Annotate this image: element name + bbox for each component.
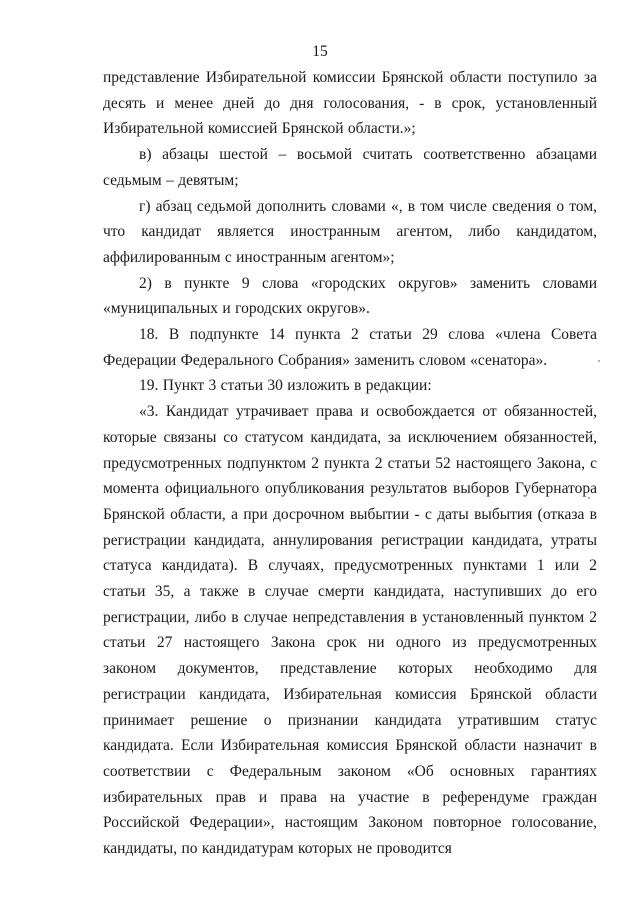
document-body (103, 65, 597, 862)
paragraph-item-2: 2) в пункте 9 слова «городских округов» заменить словами «муниципальных и городских округов». (103, 274, 597, 318)
scan-speck (588, 497, 590, 499)
paragraph-item-g: г) абзац седьмой дополнить словами «, в том числе сведения о том, что кандидат является иностранным агентом, либо кандидатом, аффилированным с иностранным агентом»; (103, 197, 597, 266)
paragraph-item-19: 19. Пункт 3 статьи 30 изложить в редакции: (139, 377, 432, 395)
scan-speck (598, 360, 600, 362)
paragraph-item-v: в) абзацы шестой – восьмой считать соответственно абзацами седьмым – девятым; (103, 146, 597, 189)
paragraph-continuation: представление Избирательной комиссии Брянской области поступило за десять и менее дней до дня голосования, - в срок, установленный Избирательной комиссией Брянской области.»; (103, 69, 597, 138)
paragraph-quoted-clause-3: «3. Кандидат утрачивает права и освобождается от обязанностей, которые связаны со статусом кандидата, за исключением обязанностей, предусмотренных подпунктом 2 пункта 2 статьи 52 настоящего Закона, с момента официального опубликования результатов выборов Губернатора Брянской области, а при досрочном выбытии - с даты выбытия (отказа в регистрации кандидата, аннулирования регистрации кандидата, утраты статуса кандидата). В случаях, предусмотренных пунктами 1 или 2 статьи 35, а также в случае смерти кандидата, наступивших до его регистрации, либо в случае непредставления в установленный пунктом 2 статьи 27 настоящего Закона срок ни одного из предусмотренных законом документов, представление которых необходимо для регистрации кандидата, Избирательная комиссия Брянской области принимает решение о признании кандидата утратившим статус кандидата. Если Избирательная комиссия Брянской области назначит в соответствии с Федеральным законом «Об основных гарантиях избирательных прав и права на участие в референдуме граждан Российской Федерации», настоящим Законом повторное голосование, кандидаты, по кандидатурам которых не проводится (103, 403, 597, 858)
paragraph-item-18: 18. В подпункте 14 пункта 2 статьи 29 слова «члена Совета Федерации Федерального Собрания» заменить словом «сенатора». (103, 326, 597, 369)
page-number: 15 (312, 43, 328, 60)
